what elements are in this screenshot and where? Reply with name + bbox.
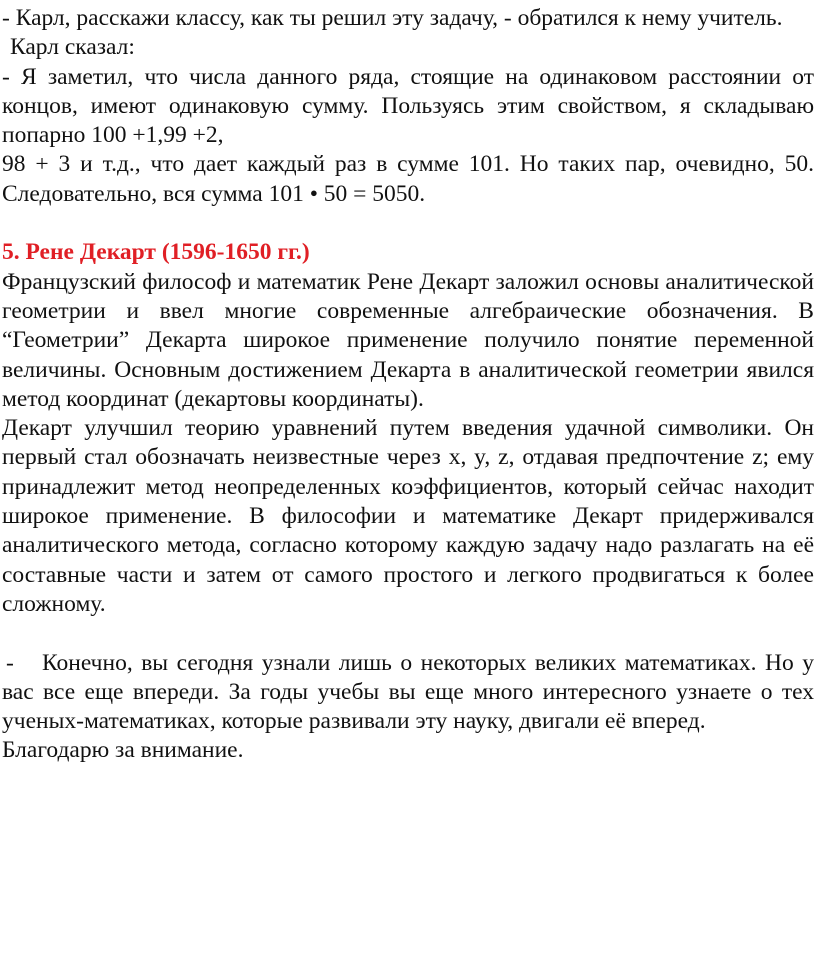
blank-line [2,209,814,238]
paragraph-karl-said: Карл сказал: [10,34,135,61]
document-page [2,4,814,766]
paragraph-descartes-equations: Декарт улучшил теорию уравнений путем введения удачной символики. Он первый стал обозначать неизвестные через x, y, z, отдавая предпочтение z; ему принадлежит метод неопределенных коэффициентов, который сейчас находит широкое применение. В философии и математике Декарт придерживался аналитического метода, согласно которому каждую задачу надо разлагать на её составные части и затем от самого простого и легкого продвигаться к более сложному. [2,415,814,617]
paragraph-karl-explanation: - Я заметил, что числа данного ряда, стоящие на одинаковом расстоянии от концов, имеют одинаковую сумму. Пользуясь этим свойством, я складываю попарно 100 +1,99 +2, [2,63,814,149]
paragraph-thanks: Благодарю за внимание. [2,737,244,764]
paragraph-karl-conclusion: 98 + 3 и т.д., что дает каждый раз в сумме 101. Но таких пар, очевидно, 50. Следовательно, вся сумма 101 • 50 = 5050. [2,151,814,207]
dash-marker: - [6,649,14,676]
paragraph-closing [2,649,814,737]
paragraph-teacher-question: - Карл, расскажи классу, как ты решил эту задачу, - обратился к нему учитель. [2,5,783,31]
paragraph-closing-text: Конечно, вы сегодня узнали лишь о некоторых великих математиках. Но у вас все еще впереди. За годы учебы вы еще много интересного узнаете о тех ученых-математиках, которые развивали эту науку, двигали её вперед. [2,649,814,735]
section-heading-descartes: 5. Рене Декарт (1596-1650 гг.) [2,239,310,266]
blank-line [2,619,814,648]
paragraph-descartes-intro: Французский философ и математик Рене Декарт заложил основы аналитической геометрии и ввел многие современные алгебраические обозначения. В “Геометрии” Декарта широкое применение получило понятие переменной величины. Основным достижением Декарта в аналитической геометрии явился метод координат (декартовы координаты). [2,268,814,412]
